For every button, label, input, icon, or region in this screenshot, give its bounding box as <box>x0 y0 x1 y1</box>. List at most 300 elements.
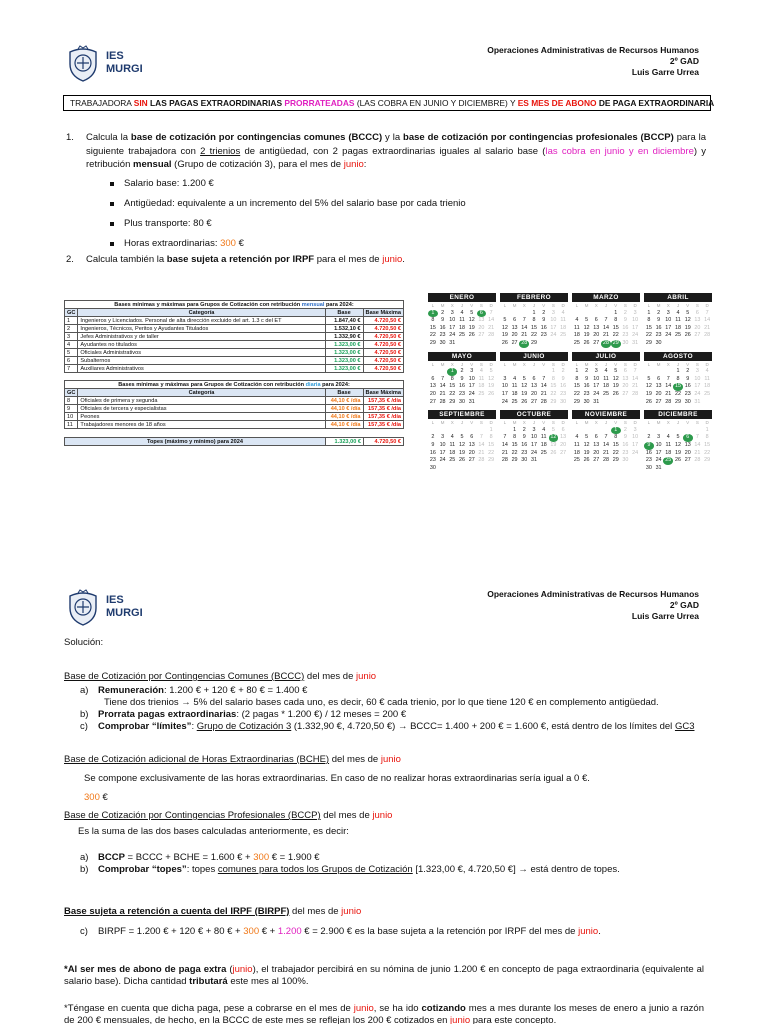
calendar-weekday: X <box>594 303 598 308</box>
calendar-blank <box>438 368 448 376</box>
calendar-weekday: M <box>440 420 445 426</box>
calendar-weekday: X <box>450 361 454 367</box>
calendar-day: 11 <box>665 441 672 448</box>
calendar-day: 13 <box>655 383 662 390</box>
calendar-weekday: J <box>604 303 608 308</box>
calendar-day: 10 <box>468 375 475 382</box>
calendar-weekday: M <box>584 303 589 308</box>
calendar-blank <box>572 310 582 318</box>
categoria-cell: Oficiales Administrativos <box>78 349 325 357</box>
bccc-limites: c) Comprobar “límites”: Grupo de Cotización 3 (1.332,90 €, 4.720,50 €) → BCCC= 1.400 + 200 € = 1.600 €, está dentro de los límites del GC3 <box>80 721 695 732</box>
calendar-weekday: V <box>542 420 546 426</box>
calendar-blank <box>644 427 654 435</box>
calendar-day: 19 <box>458 449 465 456</box>
calendar-day: 15 <box>488 441 495 448</box>
school-logo-page-2 <box>66 588 143 626</box>
calendar-month-name: NOVIEMBRE <box>572 410 640 419</box>
banner-text: DE PAGA EXTRAORDINARIA <box>596 98 715 108</box>
calendar-day: 15 <box>449 383 456 390</box>
calendar-day: 8 <box>551 375 555 382</box>
calendar-day: 14 <box>694 441 701 448</box>
calendar-blank <box>601 427 611 435</box>
table-row <box>65 317 404 325</box>
calendar-day: 10 <box>530 434 537 441</box>
calendar-month <box>428 352 496 407</box>
calendar-blank <box>663 368 673 376</box>
calendar-blank <box>457 427 467 435</box>
calendar-day: 2 <box>686 368 690 375</box>
calendar-2024 <box>428 293 712 472</box>
calendar-blank <box>428 427 438 435</box>
calendar-day: 26 <box>583 457 590 464</box>
calendar-day: 19 <box>583 332 590 339</box>
calendar-day: 21 <box>478 449 485 456</box>
calendar-day: 20 <box>593 449 600 456</box>
bullet-salario: Salario base: 1.200 € <box>110 174 466 194</box>
data-bullet-list <box>110 174 466 254</box>
calendar-weekday: S <box>623 303 627 308</box>
calendar-day: 3 <box>470 368 474 375</box>
calendar-day: 7 <box>479 434 483 441</box>
calendar-day: 9 <box>686 375 690 382</box>
calendar-day: 18 <box>511 390 518 397</box>
calendar-day: 10 <box>655 441 662 448</box>
categoria-cell: Peones <box>78 413 325 421</box>
calendar-day: 29 <box>612 339 619 346</box>
calendar-day: 2 <box>522 426 526 433</box>
calendar-day: 15 <box>612 441 619 448</box>
base-maxima-cell: 157,35 € /día <box>363 421 403 429</box>
calendar-day: 14 <box>665 383 672 390</box>
calendar-day: 31 <box>694 398 701 405</box>
calendar-weekday: X <box>522 420 526 426</box>
calendar-day: 7 <box>604 317 608 324</box>
calendar-day: 16 <box>655 324 662 331</box>
calendar-day: 24 <box>593 390 600 397</box>
calendar-day: 3 <box>666 309 670 316</box>
section-birpf-title: Base sujeta a retención a cuenta del IRPF (BIRPF) del mes de junio <box>64 906 362 917</box>
calendar-day: 23 <box>429 457 436 464</box>
calendar-day: 16 <box>540 324 547 331</box>
calendar-day: 19 <box>550 441 557 448</box>
calendar-day: 30 <box>684 398 691 405</box>
calendar-day: 23 <box>645 457 652 464</box>
calendar-day: 19 <box>684 324 691 331</box>
group-name: 2º GAD <box>669 56 699 66</box>
calendar-day: 24 <box>655 457 662 464</box>
section-bccp-title: Base de Cotización por Contingencias Profesionales (BCCP) del mes de junio <box>64 810 393 821</box>
calendar-day: 1 <box>575 368 579 375</box>
calendar-weekday: V <box>686 361 690 367</box>
calendar-month <box>428 293 496 348</box>
calendar-weekday: X <box>450 303 454 308</box>
calendar-day: 8 <box>614 434 618 441</box>
calendar-day: 1 <box>513 426 517 433</box>
calendar-day: 27 <box>593 339 600 346</box>
calendar-weekday: M <box>512 420 517 426</box>
banner-text: LAS PAGAS EXTRAORDINARIAS <box>147 98 285 108</box>
calendar-day: 20 <box>478 324 485 331</box>
calendar-day: 9 <box>542 317 546 324</box>
calendar-day: 12 <box>550 434 557 441</box>
calendar-day: 11 <box>603 375 609 382</box>
calendar-day: 11 <box>675 317 681 324</box>
categoria-cell: Jefes Administrativos y de taller <box>78 333 325 341</box>
calendar-weekday: D <box>633 303 637 308</box>
calendar-blank <box>539 368 549 376</box>
calendar-day: 2 <box>460 368 464 375</box>
calendar-day: 7 <box>522 317 526 324</box>
calendar-day: 1 <box>532 309 536 316</box>
base-maxima-cell: 4.720,50 € <box>363 349 403 357</box>
banner-sin: SIN <box>133 98 148 108</box>
calendar-day: 25 <box>665 457 672 464</box>
calendar-day: 24 <box>550 332 557 339</box>
calendar-weekday: J <box>460 420 464 426</box>
calendar-day: 6 <box>594 434 598 441</box>
calendar-day: 3 <box>551 309 555 316</box>
calendar-weekday: J <box>676 303 680 308</box>
calendar-day: 8 <box>705 434 709 441</box>
base-cell: 44,10 € /día <box>325 421 363 429</box>
col-categoria: Categoría <box>78 389 325 397</box>
calendar-day: 26 <box>550 449 557 456</box>
calendar-blank <box>654 368 664 376</box>
calendar-day: 17 <box>439 449 446 456</box>
calendar-day: 3 <box>594 368 598 375</box>
calendar-day: 24 <box>449 332 456 339</box>
calendar-day: 13 <box>560 434 567 441</box>
calendar-blank <box>601 310 611 318</box>
calendar-weekday: L <box>431 303 435 308</box>
bullet-horas-extra: Horas extraordinarias: 300 € <box>110 234 466 254</box>
calendar-day: 22 <box>511 449 518 456</box>
table-row <box>65 421 404 429</box>
calendar-blank <box>683 427 693 435</box>
calendar-day: 29 <box>530 339 537 346</box>
banner-mes-abono: ES MES DE ABONO <box>517 98 597 108</box>
calendar-month-name: FEBRERO <box>500 293 568 302</box>
calendar-day: 13 <box>478 317 485 324</box>
calendar-day: 6 <box>532 375 536 382</box>
calendar-day: 2 <box>542 309 546 316</box>
calendar-day: 14 <box>521 324 528 331</box>
calendar-weekday: M <box>656 303 661 308</box>
calendar-day: 17 <box>449 324 456 331</box>
calendar-day: 28 <box>704 332 711 339</box>
base-cell: 1.323,00 € <box>325 341 363 349</box>
calendar-weekday: S <box>551 420 555 426</box>
col-gc: GC <box>65 389 78 397</box>
calendar-month-name: ABRIL <box>644 293 712 302</box>
calendar-day: 8 <box>676 375 680 382</box>
base-cell: 44,10 € /día <box>325 405 363 413</box>
calendar-day: 4 <box>542 426 546 433</box>
calendar-day: 3 <box>633 426 637 433</box>
gc-cell: 8 <box>65 397 78 405</box>
calendar-day: 23 <box>521 449 528 456</box>
bccc-trienios-note: Tiene dos trienios → 5% del salario bases cada uno, es decir, 60 € cada trienio, por lo que tiene 120 € en complemento antigüedad. <box>104 697 659 708</box>
calendar-weekday: J <box>460 303 464 308</box>
calendar-day: 6 <box>657 375 661 382</box>
calendar-day: 19 <box>612 383 619 390</box>
calendar-weekday: J <box>532 420 536 426</box>
calendar-weekday: X <box>594 361 598 367</box>
calendar-day: 18 <box>704 383 711 390</box>
categoria-cell: Ayudantes no titulados <box>78 341 325 349</box>
calendar-day: 6 <box>513 317 517 324</box>
calendar-day: 17 <box>694 383 701 390</box>
calendar-day: 12 <box>684 317 691 324</box>
calendar-month <box>500 293 568 348</box>
calendar-day: 16 <box>521 441 528 448</box>
calendar-blank <box>654 427 664 435</box>
calendar-day: 10 <box>550 317 557 324</box>
calendar-day: 21 <box>540 390 547 397</box>
calendar-day: 12 <box>521 383 528 390</box>
table-row <box>65 333 404 341</box>
calendar-day: 10 <box>501 383 508 390</box>
calendar-day: 6 <box>431 375 435 382</box>
calendar-day: 23 <box>655 332 662 339</box>
calendar-day: 8 <box>431 317 435 324</box>
calendar-day: 1 <box>647 309 651 316</box>
calendar-day: 5 <box>647 375 651 382</box>
calendar-day: 9 <box>561 375 565 382</box>
calendar-weekday: D <box>633 420 637 426</box>
calendar-day: 14 <box>488 317 495 324</box>
calendar-day: 17 <box>550 324 557 331</box>
bases-tables <box>64 300 404 446</box>
calendar-day: 7 <box>604 434 608 441</box>
calendar-weekday: S <box>551 303 555 308</box>
calendar-weekday: D <box>705 361 709 367</box>
calendar-day: 7 <box>666 375 670 382</box>
calendar-day: 6 <box>477 310 487 318</box>
base-cell: 1.323,00 € <box>325 357 363 365</box>
calendar-day: 6 <box>623 368 627 375</box>
table-row <box>65 325 404 333</box>
course-name: Operaciones Administrativas de Recursos Humanos <box>487 589 699 599</box>
calendar-day: 15 <box>612 324 619 331</box>
calendar-day: 12 <box>583 324 590 331</box>
col-base: Base <box>325 309 363 317</box>
calendar-day: 21 <box>488 324 495 331</box>
question-1 <box>66 131 706 172</box>
calendar-day: 25 <box>511 398 518 405</box>
calendar-month <box>572 410 640 472</box>
section-birpf <box>64 905 714 938</box>
base-maxima-cell: 4.720,50 € <box>363 317 403 325</box>
calendar-day: 14 <box>501 441 508 448</box>
calendar-weekday: L <box>503 420 507 426</box>
calendar-blank <box>500 427 510 435</box>
calendar-day: 23 <box>622 449 629 456</box>
school-crest-icon <box>66 44 100 82</box>
calendar-day: 17 <box>655 449 662 456</box>
calendar-day: 29 <box>612 457 619 464</box>
calendar-day: 25 <box>602 390 609 397</box>
calendar-weekday: V <box>614 420 618 426</box>
calendar-month <box>644 293 712 348</box>
calendar-day: 26 <box>458 457 465 464</box>
calendar-day: 16 <box>684 383 691 390</box>
calendar-day: 9 <box>522 434 526 441</box>
calendar-day: 11 <box>459 317 465 324</box>
calendar-weekday: J <box>532 361 536 367</box>
base-maxima-cell: 157,35 € /día <box>363 405 403 413</box>
calendar-day: 4 <box>513 375 517 382</box>
calendar-day: 23 <box>684 390 691 397</box>
base-maxima-cell: 4.720,50 € <box>363 325 403 333</box>
calendar-weekday: S <box>695 361 699 367</box>
col-categoria: Categoría <box>78 309 325 317</box>
col-gc: GC <box>65 309 78 317</box>
calendar-weekday: J <box>604 420 608 426</box>
gc-cell: 9 <box>65 405 78 413</box>
calendar-day: 24 <box>632 332 639 339</box>
calendar-day: 15 <box>511 441 518 448</box>
calendar-day: 23 <box>622 332 629 339</box>
calendar-day: 15 <box>645 324 652 331</box>
calendar-day: 22 <box>488 449 495 456</box>
calendar-day: 12 <box>583 441 590 448</box>
logo-line-2: MURGI <box>106 63 143 75</box>
calendar-day: 28 <box>478 457 485 464</box>
calendar-day: 29 <box>550 398 557 405</box>
calendar-day: 28 <box>521 339 528 346</box>
calendar-month-name: DICIEMBRE <box>644 410 712 419</box>
bccp-topes: b) Comprobar “topes”: topes comunes para todos los Grupos de Cotización [1.323,00 €, 4.720,50 €] → está dentro de topes. <box>80 864 620 875</box>
calendar-blank <box>510 368 520 376</box>
calendar-day: 12 <box>488 375 495 382</box>
calendar-blank <box>663 427 673 435</box>
calendar-weekday: M <box>584 420 589 426</box>
calendar-weekday: L <box>647 303 651 308</box>
calendar-weekday: V <box>470 361 474 367</box>
calendar-day: 14 <box>602 441 609 448</box>
calendar-day: 17 <box>530 441 537 448</box>
calendar-day: 4 <box>705 368 709 375</box>
group-name: 2º GAD <box>669 600 699 610</box>
calendar-day: 11 <box>540 434 547 441</box>
calendar-month-name: SEPTIEMBRE <box>428 410 496 419</box>
calendar-day: 22 <box>530 332 537 339</box>
calendar-day: 14 <box>478 441 485 448</box>
calendar-day: 13 <box>694 317 701 324</box>
birpf-calculo: c) BIRPF = 1.200 € + 120 € + 80 € + 300 € + 1.200 € = 2.900 € es la base sujeta a la retención por IRPF del mes de junio. <box>80 926 601 937</box>
school-logo <box>66 44 143 82</box>
calendar-day: 2 <box>561 368 565 375</box>
calendar-blank <box>438 427 448 435</box>
base-maxima-cell: 157,35 € /día <box>363 413 403 421</box>
calendar-day: 30 <box>458 398 465 405</box>
calendar-weekday: D <box>633 361 637 367</box>
page-header-info-2 <box>487 589 699 622</box>
calendar-day: 19 <box>501 332 508 339</box>
calendar-day: 31 <box>632 339 639 346</box>
categoria-cell: Ingenieros, Técnicos, Peritos y Ayudantes Titulados <box>78 325 325 333</box>
calendar-weekday: M <box>512 361 517 367</box>
calendar-day: 23 <box>540 332 547 339</box>
calendar-weekday: V <box>542 303 546 308</box>
calendar-weekday: J <box>676 420 680 426</box>
calendar-day: 7 <box>705 309 709 316</box>
calendar-day: 15 <box>573 383 580 390</box>
calendar-month <box>644 410 712 472</box>
calendar-day: 27 <box>478 332 485 339</box>
calendar-blank <box>693 427 703 435</box>
calendar-day: 5 <box>470 309 474 316</box>
calendar-day: 12 <box>674 441 681 448</box>
calendar-day: 27 <box>694 332 701 339</box>
calendar-weekday: L <box>575 303 579 308</box>
gc-cell: 3 <box>65 333 78 341</box>
bccp-text: Es la suma de las dos bases calculadas anteriormente, es decir: <box>78 826 349 837</box>
calendar-day: 26 <box>521 398 528 405</box>
base-maxima-cell: 4.720,50 € <box>363 365 403 373</box>
calendar-day: 28 <box>501 457 508 464</box>
calendar-day: 10 <box>694 375 701 382</box>
calendar-day: 31 <box>449 339 456 346</box>
calendar-day: 14 <box>439 383 446 390</box>
calendar-day: 21 <box>602 449 609 456</box>
calendar-day: 18 <box>674 324 681 331</box>
calendar-blank <box>519 368 529 376</box>
calendar-weekday: J <box>460 361 464 367</box>
calendar-day: 30 <box>521 457 528 464</box>
calendar-day: 30 <box>583 398 590 405</box>
calendar-day: 25 <box>704 390 711 397</box>
note-cotizacion: *Téngase en cuenta que dicha paga, pese a cobrarse en el mes de junio, se ha ido cotizando mes a mes durante los meses de enero a junio a razón de 200 € mensuales, de hecho, en la BCCC de este mes se reflejan los 200 € cotizados en junio para este concepto. <box>64 1003 704 1024</box>
calendar-day: 30 <box>622 457 629 464</box>
calendar-day: 1 <box>614 309 618 316</box>
categoria-cell: Subalternos <box>78 357 325 365</box>
calendar-weekday: L <box>575 361 579 367</box>
calendar-day: 21 <box>439 390 446 397</box>
base-cell: 1.332,90 € <box>325 333 363 341</box>
calendar-day: 12 <box>501 324 508 331</box>
calendar-day: 12 <box>645 383 652 390</box>
calendar-day: 30 <box>429 464 436 471</box>
calendar-day: 21 <box>665 390 672 397</box>
calendar-day: 25 <box>674 332 681 339</box>
calendar-day: 26 <box>612 390 619 397</box>
bche-value: 300 € <box>84 792 108 803</box>
calendar-day: 6 <box>470 434 474 441</box>
calendar-month-name: ENERO <box>428 293 496 302</box>
calendar-day: 27 <box>622 390 629 397</box>
calendar-day: 11 <box>478 375 485 382</box>
calendar-day: 9 <box>623 434 627 441</box>
calendar-day: 9 <box>460 375 464 382</box>
calendar-day: 8 <box>614 317 618 324</box>
calendar-day: 7 <box>503 434 507 441</box>
calendar-month-name: OCTUBRE <box>500 410 568 419</box>
base-maxima-cell: 4.720,50 € <box>363 333 403 341</box>
calendar-day: 21 <box>704 324 711 331</box>
calendar-day: 26 <box>468 332 475 339</box>
calendar-month-name: MAYO <box>428 352 496 361</box>
calendar-day: 13 <box>684 441 691 448</box>
calendar-weekday: S <box>623 420 627 426</box>
calendar-day: 5 <box>614 368 618 375</box>
calendar-day: 10 <box>593 375 600 382</box>
calendar-day: 17 <box>468 383 475 390</box>
calendar-day: 7 <box>441 375 445 382</box>
calendar-day: 3 <box>503 375 507 382</box>
calendar-day: 6 <box>695 309 699 316</box>
